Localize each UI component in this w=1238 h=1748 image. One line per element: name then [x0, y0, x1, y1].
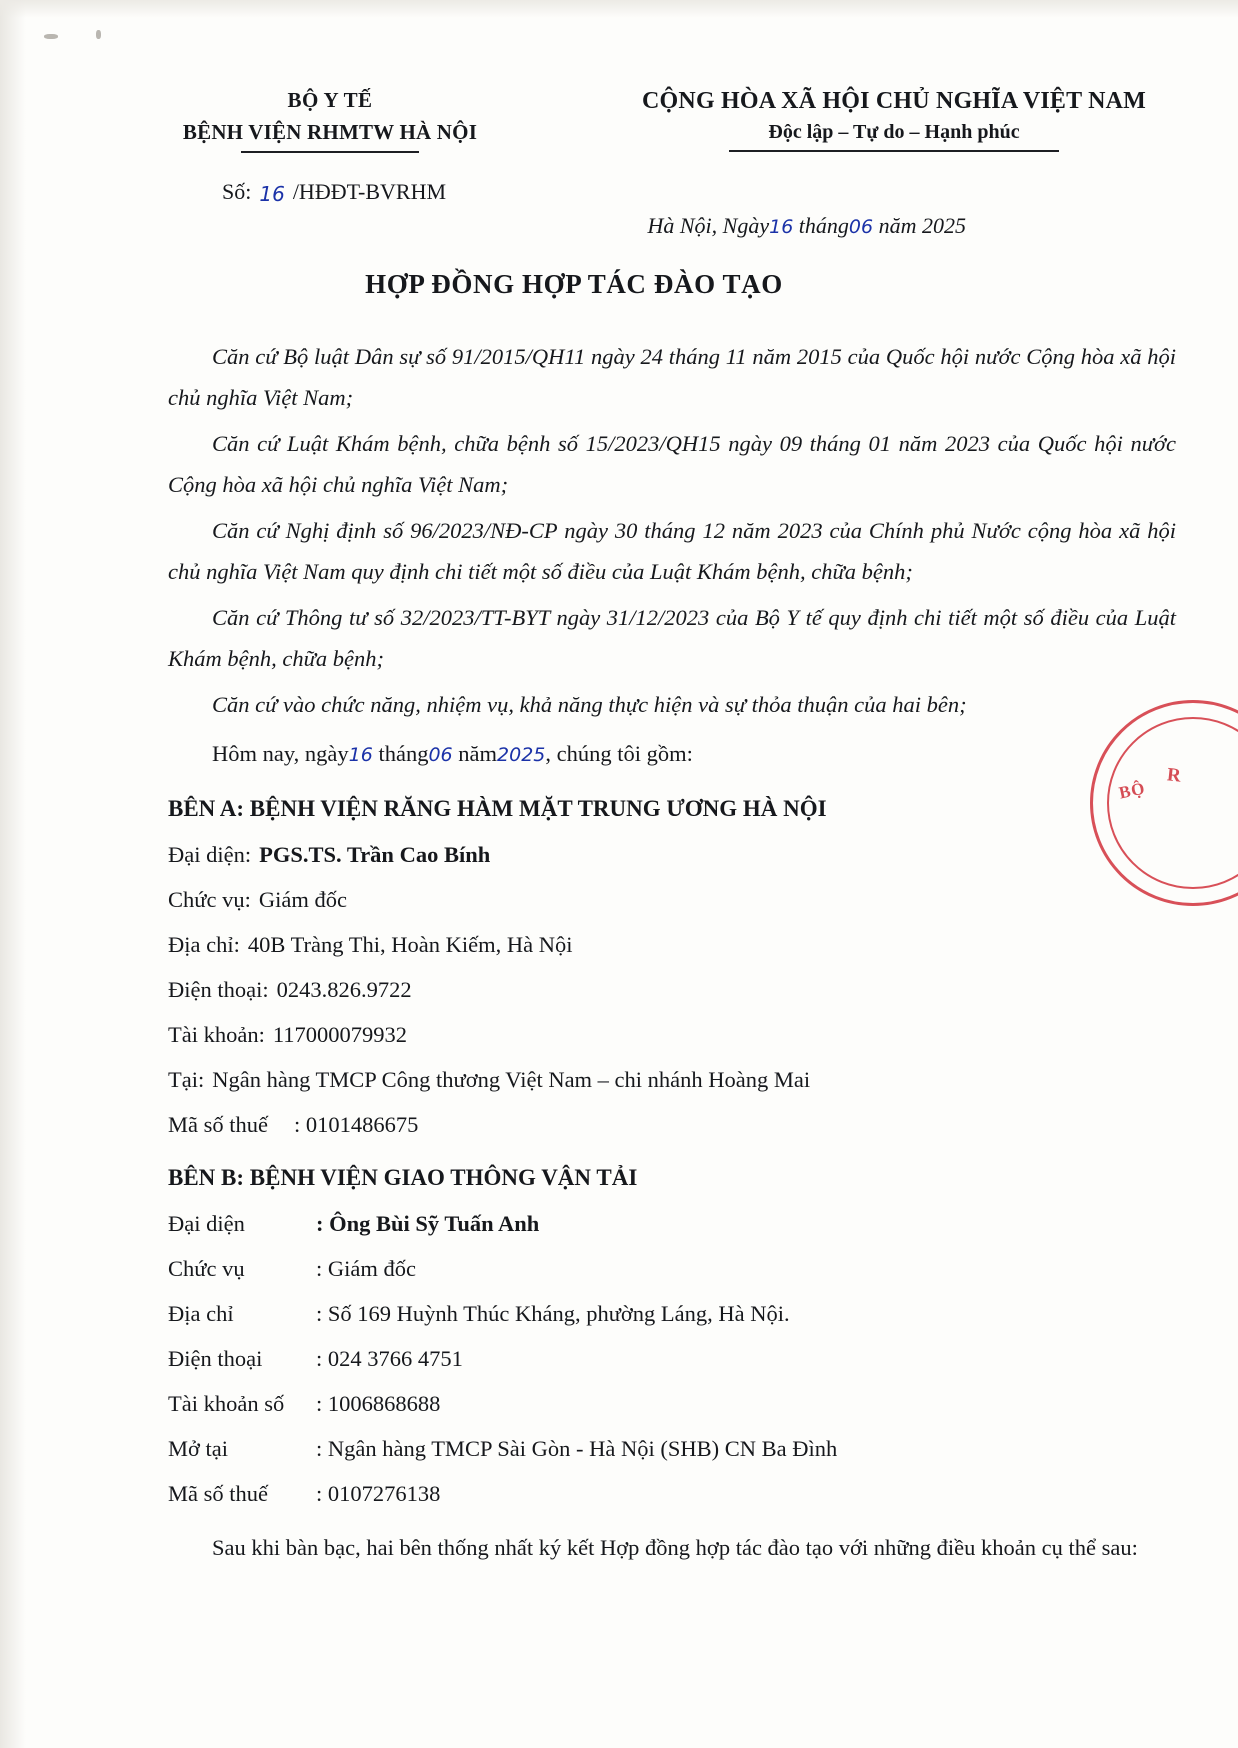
party-b-row-label: Mã số thuế — [168, 1481, 268, 1506]
party-b-row-label: Mở tại — [168, 1436, 229, 1461]
party-b-row — [168, 1471, 1176, 1516]
issuing-organization — [0, 88, 590, 153]
party-b-row-value: : 0107276138 — [316, 1481, 441, 1506]
party-a-row-label: Tại: — [168, 1067, 205, 1092]
date-month-label: tháng — [798, 213, 849, 238]
recital-paragraph: Căn cứ Luật Khám bệnh, chữa bệnh số 15/2023/QH15 ngày 09 tháng 01 năm 2023 của Quốc hội nước Cộng hòa xã hội chủ nghĩa Việt Nam; — [168, 431, 1176, 497]
seal-text-left: BỘ — [1117, 778, 1148, 803]
party-a-row — [168, 1012, 1176, 1057]
party-b-row-label: Đại diện — [168, 1211, 245, 1236]
party-a-row-label: Địa chỉ: — [168, 932, 240, 957]
party-b-row-label: Tài khoản số — [168, 1391, 285, 1416]
country-motto: Độc lập – Tự do – Hạnh phúc — [768, 121, 1020, 143]
header-divider-left — [241, 151, 419, 153]
country-name: CỘNG HÒA XÃ HỘI CHỦ NGHĨA VIỆT NAM — [642, 88, 1146, 114]
date-year: năm 2025 — [878, 213, 966, 238]
party-a-row — [168, 1102, 1176, 1147]
party-a-row-value: : 0101486675 — [294, 1112, 419, 1137]
number-and-date-row — [0, 179, 1238, 238]
today-day-handwritten: 16 — [348, 744, 373, 766]
closing-text: Sau khi bàn bạc, hai bên thống nhất ký kết Hợp đồng hợp tác đào tạo với những điều khoản cụ thể sau: — [212, 1535, 1138, 1560]
document-header — [0, 0, 1238, 153]
party-b-row — [168, 1246, 1176, 1291]
party-a-row-value: 0243.826.9722 — [276, 977, 412, 1002]
ministry-name: BỘ Y TẾ — [287, 88, 373, 112]
seal-text-right: R — [1165, 764, 1182, 787]
today-suffix: , chúng tôi gồm: — [545, 741, 693, 766]
recital-paragraph: Căn cứ Bộ luật Dân sự số 91/2015/QH11 ngày 24 tháng 11 năm 2015 của Quốc hội nước Cộng hòa xã hội chủ nghĩa Việt Nam; — [168, 344, 1176, 410]
recital-paragraph: Căn cứ vào chức năng, nhiệm vụ, khả năng thực hiện và sự thỏa thuận của hai bên; — [212, 692, 967, 717]
document-number — [222, 179, 446, 205]
party-b-row-value: : Ngân hàng TMCP Sài Gòn - Hà Nội (SHB) CN Ba Đình — [316, 1436, 838, 1461]
party-a-row — [168, 1057, 1176, 1102]
party-a-row-label: Chức vụ: — [168, 887, 251, 912]
party-b-row — [168, 1336, 1176, 1381]
national-heading — [590, 88, 1238, 153]
party-a-row-value: Giám đốc — [258, 887, 347, 912]
closing-paragraph — [168, 1526, 1176, 1570]
party-b-row-value: : 024 3766 4751 — [316, 1346, 463, 1371]
document-number-handwritten: 16 — [259, 182, 285, 206]
party-b-row — [168, 1201, 1176, 1246]
party-a-heading: BÊN A: BỆNH VIỆN RĂNG HÀM MẶT TRUNG ƯƠNG HÀ NỘI — [168, 796, 827, 821]
party-b-row — [168, 1291, 1176, 1336]
document-number-suffix: /HĐĐT-BVRHM — [292, 179, 447, 204]
party-a-row — [168, 967, 1176, 1012]
document-title: HỢP ĐỒNG HỢP TÁC ĐÀO TẠO — [365, 269, 783, 299]
party-a-row-value: PGS.TS. Trần Cao Bính — [259, 842, 491, 867]
today-month-handwritten: 06 — [428, 744, 453, 766]
party-b-row-value: : Giám đốc — [316, 1256, 416, 1281]
party-a-row-label: Điện thoại: — [168, 977, 269, 1002]
hospital-name: BỆNH VIỆN RHMTW HÀ NỘI — [182, 120, 478, 144]
party-b-row — [168, 1381, 1176, 1426]
party-b-heading: BÊN B: BỆNH VIỆN GIAO THÔNG VẬN TẢI — [168, 1165, 638, 1190]
place-date-prefix: Hà Nội, Ngày — [647, 213, 770, 238]
party-b-row-value: : Số 169 Huỳnh Thúc Kháng, phường Láng, Hà Nội. — [316, 1301, 790, 1326]
party-a-row — [168, 877, 1176, 922]
header-divider-right — [729, 150, 1059, 152]
party-a-row-label: Đại diện: — [168, 842, 252, 867]
party-a-row-label: Tài khoản: — [168, 1022, 265, 1047]
date-day-handwritten: 16 — [769, 216, 794, 238]
today-line — [168, 731, 1176, 778]
party-b-row-label: Địa chỉ — [168, 1301, 234, 1326]
today-prefix: Hôm nay, ngày — [212, 741, 349, 766]
recital-paragraph: Căn cứ Thông tư số 32/2023/TT-BYT ngày 31/12/2023 của Bộ Y tế quy định chi tiết một số điều của Luật Khám bệnh, chữa bệnh; — [168, 605, 1176, 671]
party-a-row — [168, 832, 1176, 877]
party-a-row-value: Ngân hàng TMCP Công thương Việt Nam – chi nhánh Hoàng Mai — [212, 1067, 811, 1092]
party-b-row-value: : 1006868688 — [316, 1391, 441, 1416]
party-a-row-value: 40B Tràng Thi, Hoàn Kiếm, Hà Nội — [247, 932, 573, 957]
document-body — [0, 336, 1238, 1570]
today-year-label: năm — [458, 741, 498, 766]
party-a-row-label: Mã số thuế — [168, 1112, 268, 1137]
party-b-row-value: : Ông Bùi Sỹ Tuấn Anh — [316, 1211, 540, 1236]
party-a-row-value: 117000079932 — [272, 1022, 408, 1047]
party-b-row-label: Chức vụ — [168, 1256, 245, 1281]
today-year-handwritten: 2025 — [497, 744, 546, 766]
recital-paragraph: Căn cứ Nghị định số 96/2023/NĐ-CP ngày 30 tháng 12 năm 2023 của Chính phủ Nước cộng hòa xã hội chủ nghĩa Việt Nam quy định chi tiết một số điều của Luật Khám bệnh, chữa bệnh; — [168, 518, 1176, 584]
document-number-prefix: Số: — [222, 179, 252, 204]
party-a-row — [168, 922, 1176, 967]
date-month-handwritten: 06 — [848, 216, 874, 238]
today-month-label: tháng — [378, 741, 429, 766]
place-and-date — [647, 213, 966, 239]
party-b-row-label: Điện thoại — [168, 1346, 263, 1371]
party-b-row — [168, 1426, 1176, 1471]
